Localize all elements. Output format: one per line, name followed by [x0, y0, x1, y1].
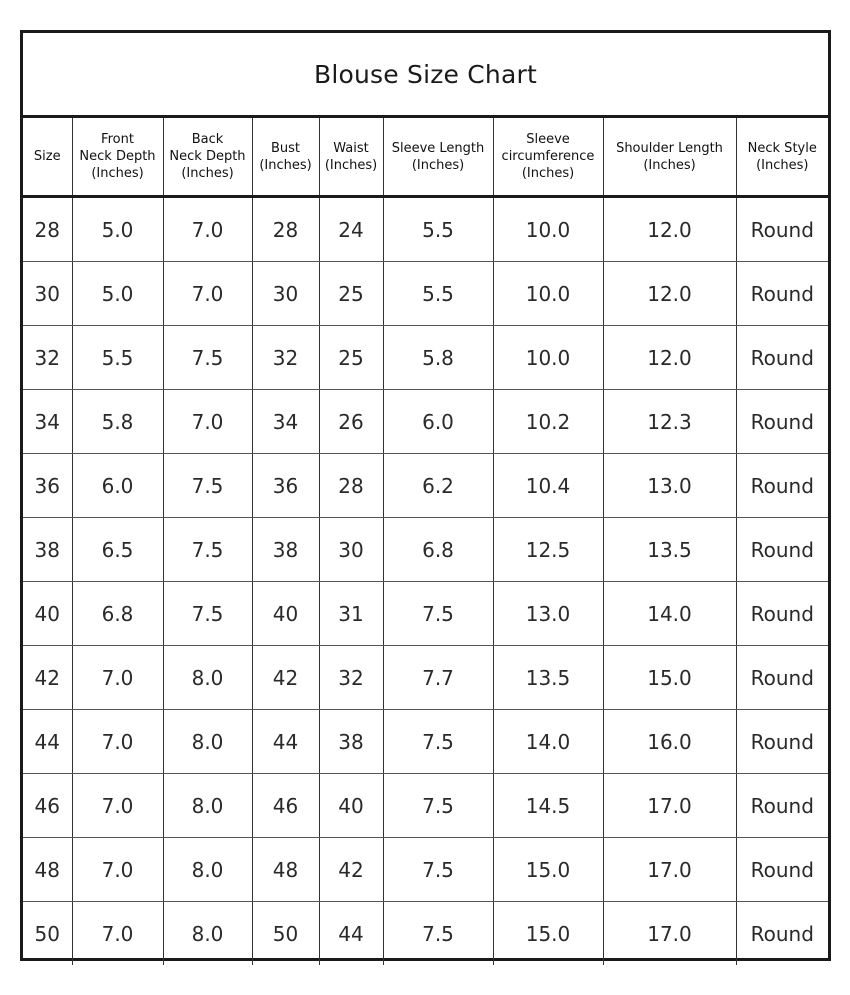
cell-neck-style: Round: [736, 838, 828, 902]
size-chart: [20, 30, 831, 961]
cell-bust: 48: [252, 838, 319, 902]
cell-neck-style: Round: [736, 582, 828, 646]
table-row: [23, 326, 828, 390]
cell-sleeve-circumference: 10.0: [493, 197, 603, 262]
cell-shoulder-length: 15.0: [603, 646, 736, 710]
cell-back-neck-depth: 7.5: [163, 454, 252, 518]
cell-sleeve-circumference: 14.0: [493, 710, 603, 774]
cell-sleeve-length: 7.5: [383, 838, 493, 902]
cell-size: 36: [23, 454, 72, 518]
cell-front-neck-depth: 7.0: [72, 774, 163, 838]
cell-waist: 32: [319, 646, 383, 710]
cell-front-neck-depth: 6.5: [72, 518, 163, 582]
cell-size: 40: [23, 582, 72, 646]
cell-shoulder-length: 17.0: [603, 902, 736, 966]
cell-waist: 25: [319, 326, 383, 390]
cell-shoulder-length: 17.0: [603, 838, 736, 902]
cell-waist: 28: [319, 454, 383, 518]
cell-waist: 44: [319, 902, 383, 966]
cell-back-neck-depth: 8.0: [163, 902, 252, 966]
cell-sleeve-length: 6.0: [383, 390, 493, 454]
cell-front-neck-depth: 6.8: [72, 582, 163, 646]
cell-sleeve-circumference: 10.0: [493, 262, 603, 326]
header-sleeve-circumference: Sleeve circumference (Inches): [493, 118, 603, 197]
cell-size: 30: [23, 262, 72, 326]
cell-front-neck-depth: 5.8: [72, 390, 163, 454]
cell-front-neck-depth: 5.5: [72, 326, 163, 390]
cell-sleeve-length: 5.5: [383, 262, 493, 326]
cell-bust: 44: [252, 710, 319, 774]
cell-bust: 46: [252, 774, 319, 838]
header-size: Size: [23, 118, 72, 197]
header-sleeve-length: Sleeve Length (Inches): [383, 118, 493, 197]
size-table: [23, 118, 828, 965]
cell-size: 34: [23, 390, 72, 454]
table-row: [23, 197, 828, 262]
cell-shoulder-length: 12.3: [603, 390, 736, 454]
table-row: [23, 710, 828, 774]
table-row: [23, 518, 828, 582]
cell-bust: 34: [252, 390, 319, 454]
table-row: [23, 582, 828, 646]
cell-back-neck-depth: 7.0: [163, 262, 252, 326]
cell-shoulder-length: 12.0: [603, 197, 736, 262]
table-row: [23, 390, 828, 454]
cell-back-neck-depth: 8.0: [163, 774, 252, 838]
cell-waist: 38: [319, 710, 383, 774]
cell-back-neck-depth: 8.0: [163, 838, 252, 902]
cell-front-neck-depth: 5.0: [72, 197, 163, 262]
cell-back-neck-depth: 8.0: [163, 646, 252, 710]
cell-shoulder-length: 12.0: [603, 326, 736, 390]
cell-sleeve-circumference: 13.0: [493, 582, 603, 646]
cell-sleeve-circumference: 14.5: [493, 774, 603, 838]
cell-front-neck-depth: 6.0: [72, 454, 163, 518]
header-front-neck-depth: Front Neck Depth (Inches): [72, 118, 163, 197]
cell-sleeve-length: 7.5: [383, 582, 493, 646]
header-waist: Waist (Inches): [319, 118, 383, 197]
cell-size: 44: [23, 710, 72, 774]
cell-back-neck-depth: 7.5: [163, 582, 252, 646]
cell-back-neck-depth: 7.0: [163, 197, 252, 262]
table-row: [23, 454, 828, 518]
cell-neck-style: Round: [736, 197, 828, 262]
cell-sleeve-length: 5.8: [383, 326, 493, 390]
chart-title: Blouse Size Chart: [314, 60, 537, 89]
cell-size: 50: [34, 921, 60, 946]
header-shoulder-length: Shoulder Length (Inches): [603, 118, 736, 197]
cell-sleeve-circumference: 13.5: [493, 646, 603, 710]
cell-back-neck-depth: 7.0: [163, 390, 252, 454]
cell-sleeve-length: 6.8: [383, 518, 493, 582]
cell-shoulder-length: 16.0: [603, 710, 736, 774]
cell-sleeve-length: 7.5: [383, 902, 493, 966]
table-body: [23, 197, 828, 966]
header-neck-style: Neck Style (Inches): [736, 118, 828, 197]
cell-sleeve-length: 7.5: [383, 774, 493, 838]
cell-bust: 42: [252, 646, 319, 710]
cell-shoulder-length: 13.0: [603, 454, 736, 518]
table-row: [23, 902, 828, 966]
header-row: [23, 118, 828, 197]
cell-back-neck-depth: 7.5: [163, 518, 252, 582]
cell-waist: 24: [319, 197, 383, 262]
cell-neck-style: Round: [736, 262, 828, 326]
cell-waist: 26: [319, 390, 383, 454]
cell-waist: 30: [319, 518, 383, 582]
cell-neck-style: Round: [736, 326, 828, 390]
cell-sleeve-circumference: 15.0: [493, 902, 603, 966]
cell-waist: 31: [319, 582, 383, 646]
cell-neck-style: Round: [736, 710, 828, 774]
cell-shoulder-length: 12.0: [603, 262, 736, 326]
cell-neck-style: Round: [736, 902, 828, 966]
cell-sleeve-circumference: 12.5: [493, 518, 603, 582]
cell-front-neck-depth: 5.0: [72, 262, 163, 326]
table-row: [23, 838, 828, 902]
cell-shoulder-length: 14.0: [603, 582, 736, 646]
cell-bust: 38: [252, 518, 319, 582]
cell-sleeve-circumference: 10.2: [493, 390, 603, 454]
cell-back-neck-depth: 8.0: [163, 710, 252, 774]
cell-size: 38: [23, 518, 72, 582]
header-bust: Bust (Inches): [252, 118, 319, 197]
table-row: [23, 646, 828, 710]
cell-waist: 42: [319, 838, 383, 902]
cell-neck-style: Round: [736, 774, 828, 838]
table-row: [23, 774, 828, 838]
cell-waist: 25: [319, 262, 383, 326]
cell-bust: 28: [252, 197, 319, 262]
cell-sleeve-length: 6.2: [383, 454, 493, 518]
cell-sleeve-circumference: 10.4: [493, 454, 603, 518]
cell-size: 42: [23, 646, 72, 710]
cell-bust: 30: [252, 262, 319, 326]
cell-bust: 50: [252, 902, 319, 966]
cell-front-neck-depth: 7.0: [72, 902, 163, 966]
cell-front-neck-depth: 7.0: [72, 838, 163, 902]
cell-waist: 40: [319, 774, 383, 838]
cell-size: 48: [23, 838, 72, 902]
cell-back-neck-depth: 7.5: [163, 326, 252, 390]
cell-sleeve-circumference: 10.0: [493, 326, 603, 390]
cell-bust: 40: [252, 582, 319, 646]
cell-size: 28: [23, 197, 72, 262]
cell-sleeve-circumference: 15.0: [493, 838, 603, 902]
cell-size: 46: [23, 774, 72, 838]
cell-neck-style: Round: [736, 646, 828, 710]
cell-size: 32: [23, 326, 72, 390]
table-row: [23, 262, 828, 326]
cell-sleeve-length: 7.5: [383, 710, 493, 774]
cell-bust: 32: [252, 326, 319, 390]
cell-front-neck-depth: 7.0: [72, 646, 163, 710]
cell-neck-style: Round: [736, 390, 828, 454]
cell-front-neck-depth: 7.0: [72, 710, 163, 774]
cell-shoulder-length: 17.0: [603, 774, 736, 838]
cell-sleeve-length: 7.7: [383, 646, 493, 710]
header-back-neck-depth: Back Neck Depth (Inches): [163, 118, 252, 197]
cell-shoulder-length: 13.5: [603, 518, 736, 582]
cell-sleeve-length: 5.5: [383, 197, 493, 262]
cell-neck-style: Round: [736, 518, 828, 582]
cell-neck-style: Round: [736, 454, 828, 518]
cell-bust: 36: [252, 454, 319, 518]
